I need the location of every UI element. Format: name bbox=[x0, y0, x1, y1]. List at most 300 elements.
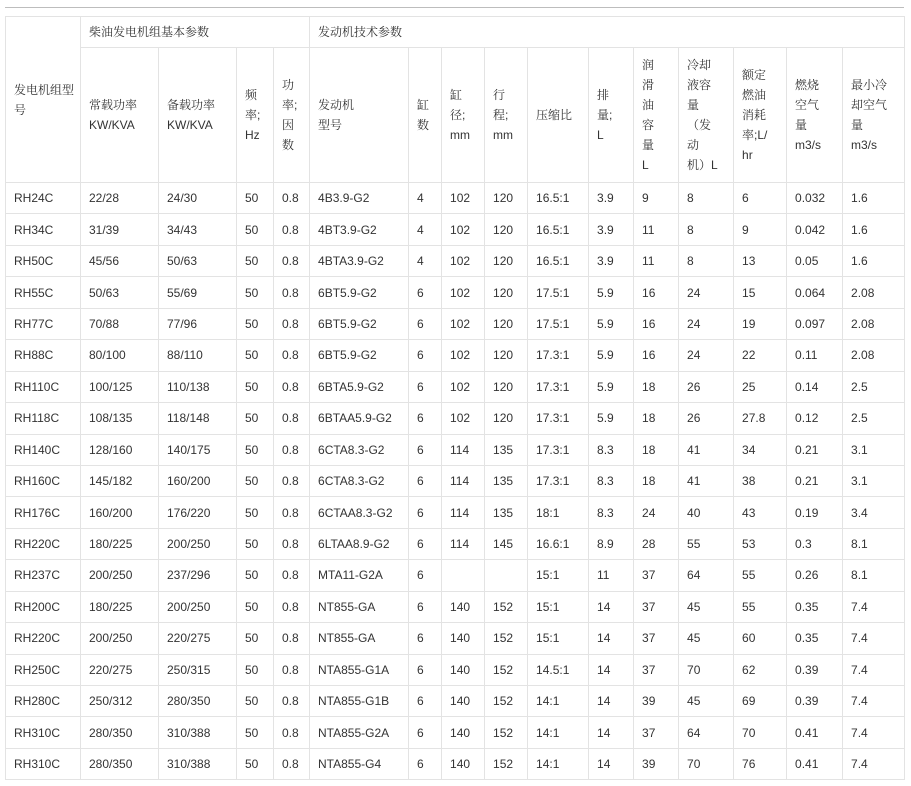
cell-engine-model: NTA855-G4 bbox=[310, 748, 409, 779]
cell-engine-model: 6CTA8.3-G2 bbox=[310, 465, 409, 496]
cell-displacement: 14 bbox=[589, 591, 634, 622]
cell-standby-power: 200/250 bbox=[159, 528, 237, 559]
table-row bbox=[6, 245, 905, 276]
cell-lube-oil: 39 bbox=[634, 748, 679, 779]
cell-bore: 140 bbox=[442, 686, 485, 717]
cell-combustion-air: 0.21 bbox=[787, 434, 843, 465]
cell-power-factor: 0.8 bbox=[274, 371, 310, 402]
cell-stroke: 145 bbox=[485, 528, 528, 559]
cell-coolant: 41 bbox=[679, 434, 734, 465]
cell-compression-ratio: 16.5:1 bbox=[528, 245, 589, 276]
cell-stroke: 152 bbox=[485, 654, 528, 685]
cell-cylinders: 6 bbox=[409, 340, 442, 371]
col-header-cooling-air: 最小冷 却空气 量 m3/s bbox=[843, 48, 905, 183]
cell-displacement: 14 bbox=[589, 717, 634, 748]
cell-engine-model: MTA11-G2A bbox=[310, 560, 409, 591]
cell-engine-model: 6BTA5.9-G2 bbox=[310, 371, 409, 402]
cell-lube-oil: 16 bbox=[634, 277, 679, 308]
cell-compression-ratio: 17.3:1 bbox=[528, 371, 589, 402]
cell-stroke: 120 bbox=[485, 214, 528, 245]
cell-stroke: 152 bbox=[485, 591, 528, 622]
group-header-genset: 柴油发电机组基本参数 bbox=[81, 17, 310, 48]
cell-combustion-air: 0.064 bbox=[787, 277, 843, 308]
cell-frequency: 50 bbox=[237, 623, 274, 654]
cell-engine-model: 4BT3.9-G2 bbox=[310, 214, 409, 245]
cell-bore: 102 bbox=[442, 340, 485, 371]
cell-cooling-air: 1.6 bbox=[843, 183, 905, 214]
cell-prime-power: 108/135 bbox=[81, 403, 159, 434]
cell-displacement: 5.9 bbox=[589, 308, 634, 339]
cell-engine-model: 6BT5.9-G2 bbox=[310, 277, 409, 308]
cell-cylinders: 6 bbox=[409, 591, 442, 622]
cell-engine-model: 4B3.9-G2 bbox=[310, 183, 409, 214]
cell-power-factor: 0.8 bbox=[274, 214, 310, 245]
cell-displacement: 14 bbox=[589, 686, 634, 717]
cell-stroke: 120 bbox=[485, 340, 528, 371]
cell-combustion-air: 0.032 bbox=[787, 183, 843, 214]
cell-lube-oil: 39 bbox=[634, 686, 679, 717]
cell-coolant: 64 bbox=[679, 717, 734, 748]
cell-engine-model: NT855-GA bbox=[310, 591, 409, 622]
cell-cooling-air: 1.6 bbox=[843, 245, 905, 276]
cell-compression-ratio: 15:1 bbox=[528, 560, 589, 591]
cell-cooling-air: 7.4 bbox=[843, 591, 905, 622]
cell-lube-oil: 37 bbox=[634, 623, 679, 654]
cell-power-factor: 0.8 bbox=[274, 434, 310, 465]
cell-frequency: 50 bbox=[237, 528, 274, 559]
cell-compression-ratio: 14:1 bbox=[528, 717, 589, 748]
cell-displacement: 3.9 bbox=[589, 214, 634, 245]
cell-combustion-air: 0.35 bbox=[787, 623, 843, 654]
cell-power-factor: 0.8 bbox=[274, 465, 310, 496]
cell-cylinders: 6 bbox=[409, 371, 442, 402]
cell-model: RH55C bbox=[6, 277, 81, 308]
cell-fuel-consumption: 69 bbox=[734, 686, 787, 717]
col-header-compression-ratio: 压缩比 bbox=[528, 48, 589, 183]
cell-fuel-consumption: 15 bbox=[734, 277, 787, 308]
cell-combustion-air: 0.41 bbox=[787, 748, 843, 779]
cell-cylinders: 6 bbox=[409, 497, 442, 528]
cell-engine-model: 6BT5.9-G2 bbox=[310, 340, 409, 371]
cell-frequency: 50 bbox=[237, 654, 274, 685]
cell-combustion-air: 0.14 bbox=[787, 371, 843, 402]
cell-frequency: 50 bbox=[237, 686, 274, 717]
cell-stroke: 152 bbox=[485, 717, 528, 748]
cell-stroke: 135 bbox=[485, 434, 528, 465]
table-row bbox=[6, 686, 905, 717]
cell-lube-oil: 9 bbox=[634, 183, 679, 214]
cell-coolant: 8 bbox=[679, 245, 734, 276]
cell-bore: 102 bbox=[442, 214, 485, 245]
cell-combustion-air: 0.39 bbox=[787, 686, 843, 717]
cell-frequency: 50 bbox=[237, 560, 274, 591]
cell-prime-power: 128/160 bbox=[81, 434, 159, 465]
cell-combustion-air: 0.39 bbox=[787, 654, 843, 685]
cell-cylinders: 6 bbox=[409, 623, 442, 654]
cell-cylinders: 6 bbox=[409, 560, 442, 591]
cell-stroke: 120 bbox=[485, 245, 528, 276]
cell-lube-oil: 18 bbox=[634, 465, 679, 496]
cell-compression-ratio: 17.3:1 bbox=[528, 434, 589, 465]
col-header-frequency: 频 率; Hz bbox=[237, 48, 274, 183]
cell-stroke: 135 bbox=[485, 465, 528, 496]
cell-power-factor: 0.8 bbox=[274, 686, 310, 717]
cell-prime-power: 80/100 bbox=[81, 340, 159, 371]
cell-power-factor: 0.8 bbox=[274, 623, 310, 654]
cell-prime-power: 280/350 bbox=[81, 717, 159, 748]
cell-stroke: 152 bbox=[485, 748, 528, 779]
cell-stroke: 120 bbox=[485, 308, 528, 339]
table-row bbox=[6, 623, 905, 654]
cell-model: RH110C bbox=[6, 371, 81, 402]
cell-engine-model: 6LTAA8.9-G2 bbox=[310, 528, 409, 559]
cell-fuel-consumption: 34 bbox=[734, 434, 787, 465]
cell-cooling-air: 7.4 bbox=[843, 623, 905, 654]
cell-power-factor: 0.8 bbox=[274, 497, 310, 528]
table-row bbox=[6, 277, 905, 308]
cell-bore: 102 bbox=[442, 183, 485, 214]
cell-prime-power: 250/312 bbox=[81, 686, 159, 717]
cell-power-factor: 0.8 bbox=[274, 528, 310, 559]
cell-cylinders: 6 bbox=[409, 528, 442, 559]
cell-standby-power: 24/30 bbox=[159, 183, 237, 214]
cell-cooling-air: 3.1 bbox=[843, 434, 905, 465]
cell-standby-power: 77/96 bbox=[159, 308, 237, 339]
cell-bore: 114 bbox=[442, 465, 485, 496]
cell-prime-power: 200/250 bbox=[81, 560, 159, 591]
cell-power-factor: 0.8 bbox=[274, 183, 310, 214]
cell-power-factor: 0.8 bbox=[274, 560, 310, 591]
cell-power-factor: 0.8 bbox=[274, 245, 310, 276]
cell-fuel-consumption: 70 bbox=[734, 717, 787, 748]
cell-cooling-air: 2.08 bbox=[843, 308, 905, 339]
cell-model: RH176C bbox=[6, 497, 81, 528]
cell-power-factor: 0.8 bbox=[274, 403, 310, 434]
cell-standby-power: 200/250 bbox=[159, 591, 237, 622]
cell-combustion-air: 0.042 bbox=[787, 214, 843, 245]
cell-cooling-air: 7.4 bbox=[843, 686, 905, 717]
cell-power-factor: 0.8 bbox=[274, 308, 310, 339]
cell-prime-power: 22/28 bbox=[81, 183, 159, 214]
cell-cooling-air: 1.6 bbox=[843, 214, 905, 245]
cell-coolant: 26 bbox=[679, 371, 734, 402]
table-row bbox=[6, 560, 905, 591]
cell-frequency: 50 bbox=[237, 748, 274, 779]
cell-cooling-air: 2.5 bbox=[843, 403, 905, 434]
cell-combustion-air: 0.11 bbox=[787, 340, 843, 371]
cell-compression-ratio: 17.3:1 bbox=[528, 465, 589, 496]
cell-frequency: 50 bbox=[237, 591, 274, 622]
table-row bbox=[6, 434, 905, 465]
cell-compression-ratio: 14:1 bbox=[528, 748, 589, 779]
cell-fuel-consumption: 6 bbox=[734, 183, 787, 214]
cell-compression-ratio: 14.5:1 bbox=[528, 654, 589, 685]
cell-fuel-consumption: 55 bbox=[734, 560, 787, 591]
cell-coolant: 70 bbox=[679, 654, 734, 685]
cell-cooling-air: 7.4 bbox=[843, 748, 905, 779]
cell-stroke: 120 bbox=[485, 403, 528, 434]
cell-displacement: 5.9 bbox=[589, 403, 634, 434]
cell-engine-model: 6CTA8.3-G2 bbox=[310, 434, 409, 465]
cell-model: RH280C bbox=[6, 686, 81, 717]
cell-coolant: 45 bbox=[679, 686, 734, 717]
group-header-engine: 发动机技术参数 bbox=[310, 17, 905, 48]
cell-cooling-air: 3.1 bbox=[843, 465, 905, 496]
cell-combustion-air: 0.12 bbox=[787, 403, 843, 434]
cell-coolant: 40 bbox=[679, 497, 734, 528]
cell-stroke: 135 bbox=[485, 497, 528, 528]
cell-displacement: 5.9 bbox=[589, 277, 634, 308]
cell-engine-model: 4BTA3.9-G2 bbox=[310, 245, 409, 276]
cell-fuel-consumption: 60 bbox=[734, 623, 787, 654]
cell-model: RH310C bbox=[6, 748, 81, 779]
cell-displacement: 8.3 bbox=[589, 465, 634, 496]
cell-cylinders: 4 bbox=[409, 214, 442, 245]
cell-frequency: 50 bbox=[237, 308, 274, 339]
cell-fuel-consumption: 76 bbox=[734, 748, 787, 779]
cell-frequency: 50 bbox=[237, 277, 274, 308]
cell-coolant: 55 bbox=[679, 528, 734, 559]
cell-stroke bbox=[485, 560, 528, 591]
cell-displacement: 14 bbox=[589, 623, 634, 654]
cell-model: RH77C bbox=[6, 308, 81, 339]
cell-cooling-air: 3.4 bbox=[843, 497, 905, 528]
cell-compression-ratio: 17.3:1 bbox=[528, 403, 589, 434]
cell-combustion-air: 0.41 bbox=[787, 717, 843, 748]
cell-combustion-air: 0.26 bbox=[787, 560, 843, 591]
cell-cylinders: 6 bbox=[409, 403, 442, 434]
cell-combustion-air: 0.35 bbox=[787, 591, 843, 622]
cell-prime-power: 280/350 bbox=[81, 748, 159, 779]
cell-model: RH237C bbox=[6, 560, 81, 591]
cell-fuel-consumption: 27.8 bbox=[734, 403, 787, 434]
cell-frequency: 50 bbox=[237, 214, 274, 245]
cell-bore: 140 bbox=[442, 748, 485, 779]
col-header-displacement: 排 量; L bbox=[589, 48, 634, 183]
cell-engine-model: NT855-GA bbox=[310, 623, 409, 654]
cell-lube-oil: 11 bbox=[634, 245, 679, 276]
cell-model: RH50C bbox=[6, 245, 81, 276]
table-row bbox=[6, 214, 905, 245]
corner-header-model: 发电机组型号 bbox=[6, 17, 81, 183]
cell-model: RH250C bbox=[6, 654, 81, 685]
cell-displacement: 8.3 bbox=[589, 434, 634, 465]
cell-coolant: 24 bbox=[679, 340, 734, 371]
col-header-combustion-air: 燃烧 空气 量 m3/s bbox=[787, 48, 843, 183]
table-row bbox=[6, 748, 905, 779]
cell-standby-power: 160/200 bbox=[159, 465, 237, 496]
cell-coolant: 26 bbox=[679, 403, 734, 434]
cell-combustion-air: 0.05 bbox=[787, 245, 843, 276]
cell-compression-ratio: 16.5:1 bbox=[528, 183, 589, 214]
table-row bbox=[6, 528, 905, 559]
cell-coolant: 8 bbox=[679, 214, 734, 245]
cell-stroke: 120 bbox=[485, 371, 528, 402]
cell-prime-power: 100/125 bbox=[81, 371, 159, 402]
cell-compression-ratio: 18:1 bbox=[528, 497, 589, 528]
cell-frequency: 50 bbox=[237, 245, 274, 276]
cell-coolant: 41 bbox=[679, 465, 734, 496]
cell-displacement: 8.3 bbox=[589, 497, 634, 528]
cell-compression-ratio: 17.5:1 bbox=[528, 277, 589, 308]
cell-compression-ratio: 17.3:1 bbox=[528, 340, 589, 371]
cell-displacement: 3.9 bbox=[589, 245, 634, 276]
cell-frequency: 50 bbox=[237, 497, 274, 528]
table-row bbox=[6, 371, 905, 402]
cell-coolant: 24 bbox=[679, 308, 734, 339]
cell-model: RH34C bbox=[6, 214, 81, 245]
cell-fuel-consumption: 25 bbox=[734, 371, 787, 402]
cell-prime-power: 180/225 bbox=[81, 591, 159, 622]
cell-cylinders: 4 bbox=[409, 183, 442, 214]
cell-engine-model: NTA855-G2A bbox=[310, 717, 409, 748]
cell-fuel-consumption: 13 bbox=[734, 245, 787, 276]
cell-cylinders: 6 bbox=[409, 434, 442, 465]
cell-model: RH140C bbox=[6, 434, 81, 465]
table-body bbox=[6, 183, 905, 780]
top-divider bbox=[5, 7, 904, 8]
col-header-bore: 缸 径; mm bbox=[442, 48, 485, 183]
cell-frequency: 50 bbox=[237, 717, 274, 748]
cell-standby-power: 280/350 bbox=[159, 686, 237, 717]
cell-lube-oil: 18 bbox=[634, 434, 679, 465]
cell-frequency: 50 bbox=[237, 465, 274, 496]
cell-bore: 102 bbox=[442, 245, 485, 276]
cell-frequency: 50 bbox=[237, 403, 274, 434]
table-row bbox=[6, 654, 905, 685]
cell-model: RH310C bbox=[6, 717, 81, 748]
cell-standby-power: 88/110 bbox=[159, 340, 237, 371]
cell-cooling-air: 7.4 bbox=[843, 717, 905, 748]
cell-power-factor: 0.8 bbox=[274, 654, 310, 685]
cell-cylinders: 6 bbox=[409, 654, 442, 685]
cell-cooling-air: 2.08 bbox=[843, 277, 905, 308]
cell-standby-power: 310/388 bbox=[159, 717, 237, 748]
cell-frequency: 50 bbox=[237, 183, 274, 214]
cell-cylinders: 6 bbox=[409, 748, 442, 779]
cell-bore: 140 bbox=[442, 623, 485, 654]
cell-prime-power: 70/88 bbox=[81, 308, 159, 339]
cell-prime-power: 200/250 bbox=[81, 623, 159, 654]
cell-cooling-air: 2.5 bbox=[843, 371, 905, 402]
cell-stroke: 120 bbox=[485, 183, 528, 214]
cell-lube-oil: 16 bbox=[634, 308, 679, 339]
cell-fuel-consumption: 9 bbox=[734, 214, 787, 245]
cell-bore: 114 bbox=[442, 528, 485, 559]
cell-cylinders: 6 bbox=[409, 465, 442, 496]
cell-compression-ratio: 15:1 bbox=[528, 623, 589, 654]
cell-lube-oil: 37 bbox=[634, 560, 679, 591]
cell-engine-model: 6BTAA5.9-G2 bbox=[310, 403, 409, 434]
cell-stroke: 120 bbox=[485, 277, 528, 308]
cell-prime-power: 45/56 bbox=[81, 245, 159, 276]
table-row bbox=[6, 591, 905, 622]
cell-coolant: 70 bbox=[679, 748, 734, 779]
cell-cylinders: 6 bbox=[409, 308, 442, 339]
col-header-engine-model: 发动机 型号 bbox=[310, 48, 409, 183]
cell-bore: 114 bbox=[442, 434, 485, 465]
cell-bore: 102 bbox=[442, 403, 485, 434]
cell-model: RH118C bbox=[6, 403, 81, 434]
col-header-stroke: 行 程; mm bbox=[485, 48, 528, 183]
cell-standby-power: 237/296 bbox=[159, 560, 237, 591]
cell-bore: 102 bbox=[442, 371, 485, 402]
table-row bbox=[6, 465, 905, 496]
cell-combustion-air: 0.19 bbox=[787, 497, 843, 528]
cell-prime-power: 31/39 bbox=[81, 214, 159, 245]
cell-coolant: 8 bbox=[679, 183, 734, 214]
cell-stroke: 152 bbox=[485, 623, 528, 654]
cell-coolant: 64 bbox=[679, 560, 734, 591]
cell-displacement: 3.9 bbox=[589, 183, 634, 214]
cell-bore: 102 bbox=[442, 277, 485, 308]
cell-standby-power: 55/69 bbox=[159, 277, 237, 308]
cell-displacement: 11 bbox=[589, 560, 634, 591]
cell-bore: 102 bbox=[442, 308, 485, 339]
cell-stroke: 152 bbox=[485, 686, 528, 717]
cell-lube-oil: 28 bbox=[634, 528, 679, 559]
col-header-power-factor: 功 率; 因 数 bbox=[274, 48, 310, 183]
cell-compression-ratio: 14:1 bbox=[528, 686, 589, 717]
cell-standby-power: 220/275 bbox=[159, 623, 237, 654]
cell-lube-oil: 18 bbox=[634, 403, 679, 434]
cell-lube-oil: 11 bbox=[634, 214, 679, 245]
cell-standby-power: 176/220 bbox=[159, 497, 237, 528]
cell-combustion-air: 0.3 bbox=[787, 528, 843, 559]
cell-engine-model: 6CTAA8.3-G2 bbox=[310, 497, 409, 528]
cell-frequency: 50 bbox=[237, 434, 274, 465]
cell-cylinders: 6 bbox=[409, 277, 442, 308]
cell-power-factor: 0.8 bbox=[274, 340, 310, 371]
genset-spec-table bbox=[5, 16, 905, 780]
table-row bbox=[6, 183, 905, 214]
cell-cylinders: 6 bbox=[409, 717, 442, 748]
cell-lube-oil: 37 bbox=[634, 591, 679, 622]
cell-lube-oil: 24 bbox=[634, 497, 679, 528]
cell-prime-power: 180/225 bbox=[81, 528, 159, 559]
cell-displacement: 8.9 bbox=[589, 528, 634, 559]
cell-power-factor: 0.8 bbox=[274, 277, 310, 308]
cell-bore: 114 bbox=[442, 497, 485, 528]
cell-standby-power: 110/138 bbox=[159, 371, 237, 402]
cell-fuel-consumption: 38 bbox=[734, 465, 787, 496]
cell-fuel-consumption: 55 bbox=[734, 591, 787, 622]
cell-standby-power: 118/148 bbox=[159, 403, 237, 434]
table-row bbox=[6, 717, 905, 748]
cell-standby-power: 34/43 bbox=[159, 214, 237, 245]
cell-power-factor: 0.8 bbox=[274, 748, 310, 779]
cell-bore: 140 bbox=[442, 654, 485, 685]
cell-displacement: 5.9 bbox=[589, 340, 634, 371]
table-row bbox=[6, 308, 905, 339]
cell-cylinders: 4 bbox=[409, 245, 442, 276]
col-header-standby-power: 备载功率 KW/KVA bbox=[159, 48, 237, 183]
cell-prime-power: 50/63 bbox=[81, 277, 159, 308]
group-header-row bbox=[6, 17, 905, 48]
cell-prime-power: 160/200 bbox=[81, 497, 159, 528]
cell-model: RH220C bbox=[6, 528, 81, 559]
cell-compression-ratio: 16.6:1 bbox=[528, 528, 589, 559]
cell-lube-oil: 37 bbox=[634, 717, 679, 748]
cell-coolant: 24 bbox=[679, 277, 734, 308]
col-header-prime-power: 常载功率 KW/KVA bbox=[81, 48, 159, 183]
col-header-fuel-consumption: 额定 燃油 消耗 率;L/ hr bbox=[734, 48, 787, 183]
cell-cylinders: 6 bbox=[409, 686, 442, 717]
cell-displacement: 5.9 bbox=[589, 371, 634, 402]
cell-model: RH200C bbox=[6, 591, 81, 622]
column-header-row bbox=[6, 48, 905, 183]
cell-standby-power: 50/63 bbox=[159, 245, 237, 276]
